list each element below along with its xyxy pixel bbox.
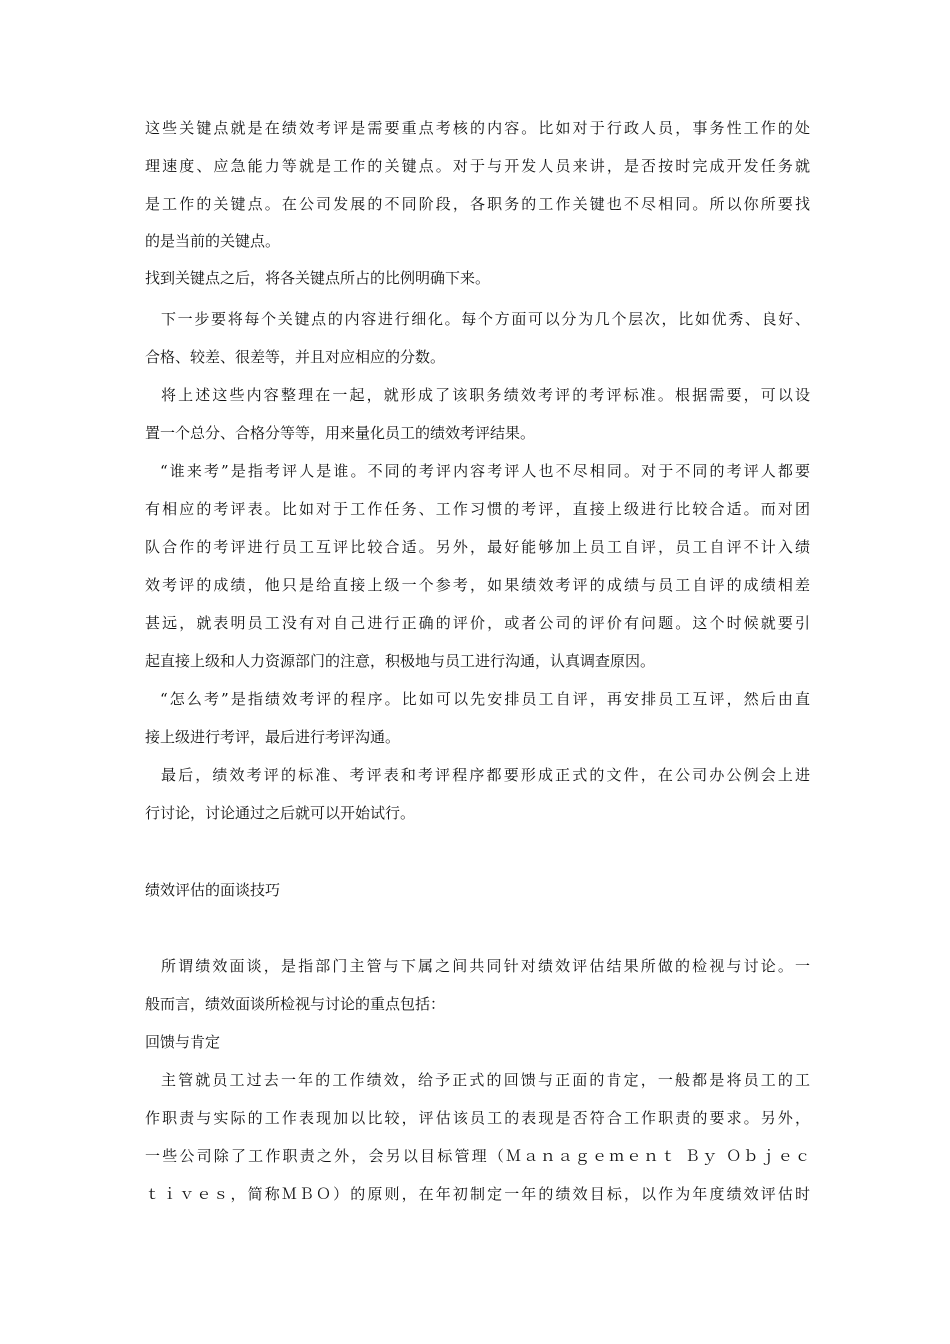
text-line: 作职责与实际的工作表现加以比较，评估该员工的表现是否符合工作职责的要求。另外， (145, 1109, 810, 1127)
text-line: 找到关键点之后，将各关键点所占的比例明确下来。 (145, 269, 491, 287)
text-line: “谁来考”是指考评人是谁。不同的考评内容考评人也不尽相同。对于不同的考评人都要 (160, 462, 810, 480)
text-line: 所谓绩效面谈，是指部门主管与下属之间共同针对绩效评估结果所做的检视与讨论。一 (161, 957, 810, 975)
text-line: 甚远，就表明员工没有对自己进行正确的评价，或者公司的评价有问题。这个时候就要引 (145, 614, 810, 632)
text-line: 一些公司除了工作职责之外，会另以目标管理（Ｍａｎａｇｅｍｅｎｔ Ｂｙ Ｏｂｊｅｃ (145, 1147, 810, 1165)
section-heading: 绩效评估的面谈技巧 (145, 881, 281, 899)
subheading: 回馈与肯定 (145, 1033, 221, 1051)
text-line: 最后，绩效考评的标准、考评表和考评程序都要形成正式的文件，在公司办公例会上进 (161, 766, 810, 784)
text-line: 起直接上级和人力资源部门的注意，积极地与员工进行沟通，认真调查原因。 (145, 652, 656, 670)
text-line: 接上级进行考评，最后进行考评沟通。 (145, 728, 401, 746)
text-line: 主管就员工过去一年的工作绩效，给予正式的回馈与正面的肯定，一般都是将员工的工 (161, 1071, 810, 1089)
text-line: 理速度、应急能力等就是工作的关键点。对于与开发人员来讲，是否按时完成开发任务就 (145, 157, 810, 175)
text-line: 般而言，绩效面谈所检视与讨论的重点包括： (145, 995, 446, 1013)
text-line: 合格、较差、很差等，并且对应相应的分数。 (145, 348, 446, 366)
text-line: “怎么考”是指绩效考评的程序。比如可以先安排员工自评，再安排员工互评，然后由直 (160, 690, 810, 708)
text-line: 将上述这些内容整理在一起，就形成了该职务绩效考评的考评标准。根据需要，可以设 (161, 386, 810, 404)
text-line: ｔｉｖｅｓ，简称ＭＢＯ）的原则，在年初制定一年的绩效目标，以作为年度绩效评估时 (145, 1185, 810, 1203)
text-line: 的是当前的关键点。 (145, 232, 281, 250)
text-line: 下一步要将每个关键点的内容进行细化。每个方面可以分为几个层次，比如优秀、良好、 (161, 310, 810, 328)
text-line: 队合作的考评进行员工互评比较合适。另外，最好能够加上员工自评，员工自评不计入绩 (145, 538, 810, 556)
text-line: 这些关键点就是在绩效考评是需要重点考核的内容。比如对于行政人员，事务性工作的处 (145, 119, 810, 137)
text-line: 有相应的考评表。比如对于工作任务、工作习惯的考评，直接上级进行比较合适。而对团 (145, 500, 810, 518)
text-line: 效考评的成绩，他只是给直接上级一个参考，如果绩效考评的成绩与员工自评的成绩相差 (145, 576, 810, 594)
text-line: 是工作的关键点。在公司发展的不同阶段，各职务的工作关键也不尽相同。所以你所要找 (145, 195, 810, 213)
text-line: 置一个总分、合格分等等，用来量化员工的绩效考评结果。 (145, 424, 536, 442)
text-line: 行讨论，讨论通过之后就可以开始试行。 (145, 804, 416, 822)
